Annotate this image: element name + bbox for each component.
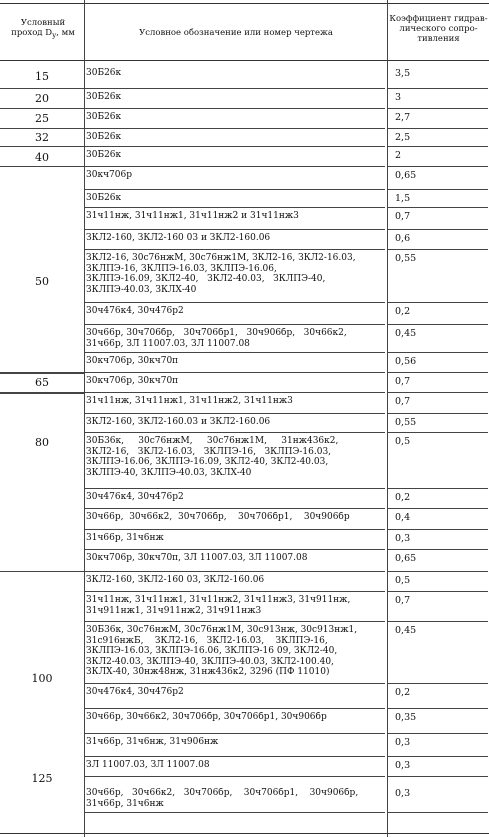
coefficient-cell: 2,5 (395, 132, 411, 143)
designation-cell: ЗЛ 11007.03, ЗЛ 11007.08 (86, 760, 210, 770)
designation-underline (85, 207, 385, 208)
coefficient-cell: 0,65 (395, 170, 417, 181)
designation-cell: 30ч66р, 30ч66к2, 30ч706бр, 30ч706бр1, 30ч906бр (86, 712, 327, 722)
designation-underline (85, 229, 385, 230)
designation-underline (85, 529, 385, 530)
nominal-size-cell: 15 (35, 70, 49, 83)
nominal-size-divider-bold (0, 373, 84, 374)
header-bottom-border (0, 60, 489, 61)
column-divider-2 (387, 0, 388, 837)
coefficient-cell: 0,5 (395, 436, 411, 447)
designation-cell: 31ч11нж, 31ч11нж1, 31ч11нж2, 31ч11нж3, 31ч911нж, 31ч911нж1, 31ч911нж2, 31ч911нж3 (86, 595, 351, 616)
coefficient-underline (388, 508, 488, 509)
coefficient-underline (388, 591, 488, 592)
coefficient-underline (388, 207, 488, 208)
designation-cell: 31ч66р, 31ч6нж, 31ч906нж (86, 737, 219, 747)
designation-underline (85, 621, 385, 622)
coefficient-underline (388, 756, 488, 757)
coefficient-cell: 2,7 (395, 112, 411, 123)
coefficient-cell: 0,65 (395, 553, 417, 564)
coefficient-cell: 0,2 (395, 687, 411, 698)
coefficient-cell: 0,55 (395, 253, 417, 264)
coefficient-cell: 3,5 (395, 68, 411, 79)
designation-cell: 30кч706р, 30кч70п, ЗЛ 11007.03, ЗЛ 11007.08 (86, 553, 308, 563)
designation-cell: 30ч476к4, 30ч476р2 (86, 306, 184, 316)
designation-cell: 30кч706р (86, 170, 132, 180)
designation-underline (85, 88, 385, 89)
nominal-size-divider (0, 88, 84, 89)
designation-underline (85, 302, 385, 303)
designation-cell: ЗКЛ2-160, ЗКЛ2-160 03 и ЗКЛ2-160.06 (86, 233, 271, 243)
nominal-size-divider (0, 571, 84, 572)
designation-underline (85, 812, 385, 813)
designation-underline (85, 352, 385, 353)
nominal-size-divider (0, 146, 84, 147)
coefficient-underline (388, 249, 488, 250)
designation-underline (85, 413, 385, 414)
designation-underline (85, 128, 385, 129)
nominal-size-cell: 125 (31, 772, 53, 785)
coefficient-cell: 0,3 (395, 533, 411, 544)
designation-underline (85, 432, 385, 433)
designation-cell: ЗКЛ2-160, ЗКЛ2-160.03 и ЗКЛ2-160.06 (86, 417, 271, 427)
coefficient-cell: 0,2 (395, 306, 411, 317)
table-top-border (0, 3, 489, 4)
coefficient-cell: 2 (395, 150, 402, 161)
designation-underline (85, 146, 385, 147)
designation-cell: 30Б26к (86, 193, 122, 203)
coefficient-underline (388, 621, 488, 622)
header-nominal-size-subscript: у (52, 31, 57, 40)
designation-underline (85, 591, 385, 592)
designation-underline (85, 708, 385, 709)
coefficient-cell: 0,5 (395, 575, 411, 586)
designation-cell: 30ч66р, 30ч66к2, 30ч706бр, 30ч706бр1, 30ч906бр (86, 512, 350, 522)
nominal-size-divider (0, 166, 84, 167)
designation-cell: 31ч11нж, 31ч11нж1, 31ч11нж2 и 31ч11нж3 (86, 211, 299, 221)
coefficient-underline (388, 776, 488, 777)
coefficient-underline (388, 488, 488, 489)
designation-underline (85, 488, 385, 489)
header-nominal-size-line2 (2, 28, 84, 41)
designation-cell: 30ч476к4, 30ч476р2 (86, 687, 184, 697)
designation-underline (85, 733, 385, 734)
coefficient-underline (388, 708, 488, 709)
designation-underline (85, 549, 385, 550)
designation-cell: ЗКЛ2-16, 30с76нжМ, 30с76нж1М, ЗКЛ2-16, ЗКЛ2-16.03, ЗКЛПЭ-16, ЗКЛПЭ-16.03, ЗКЛПЭ-16.06, ЗКЛПЭ-16.09, ЗКЛ2-40, ЗКЛ2-40.03, ЗКЛПЭ-40, ЗКЛПЭ-40.03, ЗКЛХ-40 (86, 253, 356, 295)
header-nominal-size-unit: , мм (56, 28, 75, 38)
designation-underline (85, 249, 385, 250)
coefficient-underline (388, 529, 488, 530)
designation-underline (85, 324, 385, 325)
designation-underline (85, 776, 385, 777)
coefficient-underline (388, 372, 488, 373)
coefficient-underline (388, 88, 488, 89)
designation-cell: 30кч706р, 30кч70п (86, 356, 179, 366)
coefficient-cell: 0,6 (395, 233, 411, 244)
nominal-size-cell: 25 (35, 112, 49, 125)
coefficient-underline (388, 324, 488, 325)
table-bottom-border (0, 833, 489, 834)
header-nominal-size-line1: Условный (20, 18, 66, 28)
designation-cell: 31ч66р, 31ч6нж (86, 533, 164, 543)
header-nominal-size-symbol: проход D (11, 28, 53, 38)
designation-cell: 30Б36к, 30с76нжМ, 30с76нж1М, 31нж436к2, ЗКЛ2-16, ЗКЛ2-16.03, ЗКЛПЭ-16, ЗКЛПЭ-16.03, ЗКЛПЭ-16.06, ЗКЛПЭ-16.09, ЗКЛ2-40, ЗКЛ2-40.03, ЗКЛПЭ-40, ЗКЛПЭ-40.03, ЗКЛХ-40 (86, 436, 339, 478)
header-designation: Условное обозначение или номер чертежа (139, 28, 333, 38)
coefficient-cell: 1,5 (395, 193, 411, 204)
coefficient-underline (388, 302, 488, 303)
coefficient-cell: 0,45 (395, 328, 417, 339)
nominal-size-divider (0, 128, 84, 129)
coefficient-underline (388, 128, 488, 129)
coefficient-cell: 0,3 (395, 788, 411, 799)
coefficient-cell: 3 (395, 92, 402, 103)
designation-cell: 30ч66р, 30ч706бр, 30ч706бр1, 30ч906бр, 30ч66к2, 31ч66р, ЗЛ 11007.03, ЗЛ 11007.08 (86, 328, 347, 349)
coefficient-cell: 0,35 (395, 712, 417, 723)
designation-underline (85, 508, 385, 509)
designation-cell: ЗКЛ2-160, ЗКЛ2-160 03, ЗКЛ2-160.06 (86, 575, 265, 585)
nominal-size-cell: 40 (35, 151, 49, 164)
designation-underline (85, 683, 385, 684)
nominal-size-cell: 20 (35, 92, 49, 105)
coefficient-cell: 0,7 (395, 396, 411, 407)
designation-cell: 30ч66р, 30ч66к2, 30ч706бр, 30ч706бр1, 30ч906бр, 31ч66р, 31ч6нж (86, 788, 359, 809)
coefficient-cell: 0,7 (395, 595, 411, 606)
designation-underline (85, 372, 385, 373)
column-divider-1 (84, 0, 85, 837)
designation-underline (85, 166, 385, 167)
header-coefficient: Коэффициент гидрав- лического сопро- тивления (389, 14, 488, 44)
coefficient-underline (388, 432, 488, 433)
designation-cell: 30Б26к (86, 92, 122, 102)
header-nominal-size (2, 18, 84, 41)
coefficient-underline (388, 413, 488, 414)
coefficient-cell: 0,55 (395, 417, 417, 428)
designation-underline (85, 756, 385, 757)
coefficient-cell: 0,3 (395, 737, 411, 748)
designation-cell: 30Б26к (86, 68, 122, 78)
designation-cell: 30Б26к (86, 112, 122, 122)
coefficient-underline (388, 229, 488, 230)
designation-underline (85, 571, 385, 572)
coefficient-cell: 0,3 (395, 760, 411, 771)
nominal-size-cell: 65 (35, 376, 49, 389)
nominal-size-divider-bold (0, 393, 84, 394)
designation-underline (85, 189, 385, 190)
coefficient-cell: 0,7 (395, 211, 411, 222)
coefficient-underline (388, 352, 488, 353)
coefficient-underline (388, 166, 488, 167)
nominal-size-divider (0, 108, 84, 109)
designation-underline (85, 392, 385, 393)
coefficient-underline (388, 571, 488, 572)
designation-cell: 30кч706р, 30кч70п (86, 376, 179, 386)
designation-underline (85, 108, 385, 109)
coefficient-cell: 0,7 (395, 376, 411, 387)
coefficient-cell: 0,2 (395, 492, 411, 503)
coefficient-underline (388, 812, 488, 813)
designation-cell: 30ч476к4, 30ч476р2 (86, 492, 184, 502)
coefficient-cell: 0,56 (395, 356, 417, 367)
coefficient-cell: 0,45 (395, 625, 417, 636)
nominal-size-cell: 100 (31, 672, 53, 685)
coefficient-underline (388, 733, 488, 734)
designation-cell: 31ч11нж, 31ч11нж1, 31ч11нж2, 31ч11нж3 (86, 396, 293, 406)
coefficient-underline (388, 108, 488, 109)
coefficient-cell: 0,4 (395, 512, 411, 523)
nominal-size-cell: 80 (35, 436, 49, 449)
coefficient-underline (388, 146, 488, 147)
designation-cell: 30Б26к (86, 150, 122, 160)
nominal-size-cell: 50 (35, 275, 49, 288)
designation-cell: 30Б26к (86, 132, 122, 142)
nominal-size-cell: 32 (35, 131, 49, 144)
coefficient-underline (388, 549, 488, 550)
designation-cell: 30Б36к, 30с76нжМ, 30с76нж1М, 30с913нж, 30с913нж1, 31с916нжБ, ЗКЛ2-16, ЗКЛ2-16.03, ЗКЛПЭ-16, ЗКЛПЭ-16.03, ЗКЛПЭ-16.06, ЗКЛПЭ-16 09, ЗКЛ2-40, ЗКЛ2-40.03, ЗКЛПЭ-40, ЗКЛПЭ-40.03, ЗКЛ2-100.40, ЗКЛХ-40, 30нж48нж, 31нж436к2, 3296 (ПФ 11010) (86, 625, 358, 677)
coefficient-underline (388, 683, 488, 684)
coefficient-underline (388, 392, 488, 393)
coefficient-underline (388, 189, 488, 190)
